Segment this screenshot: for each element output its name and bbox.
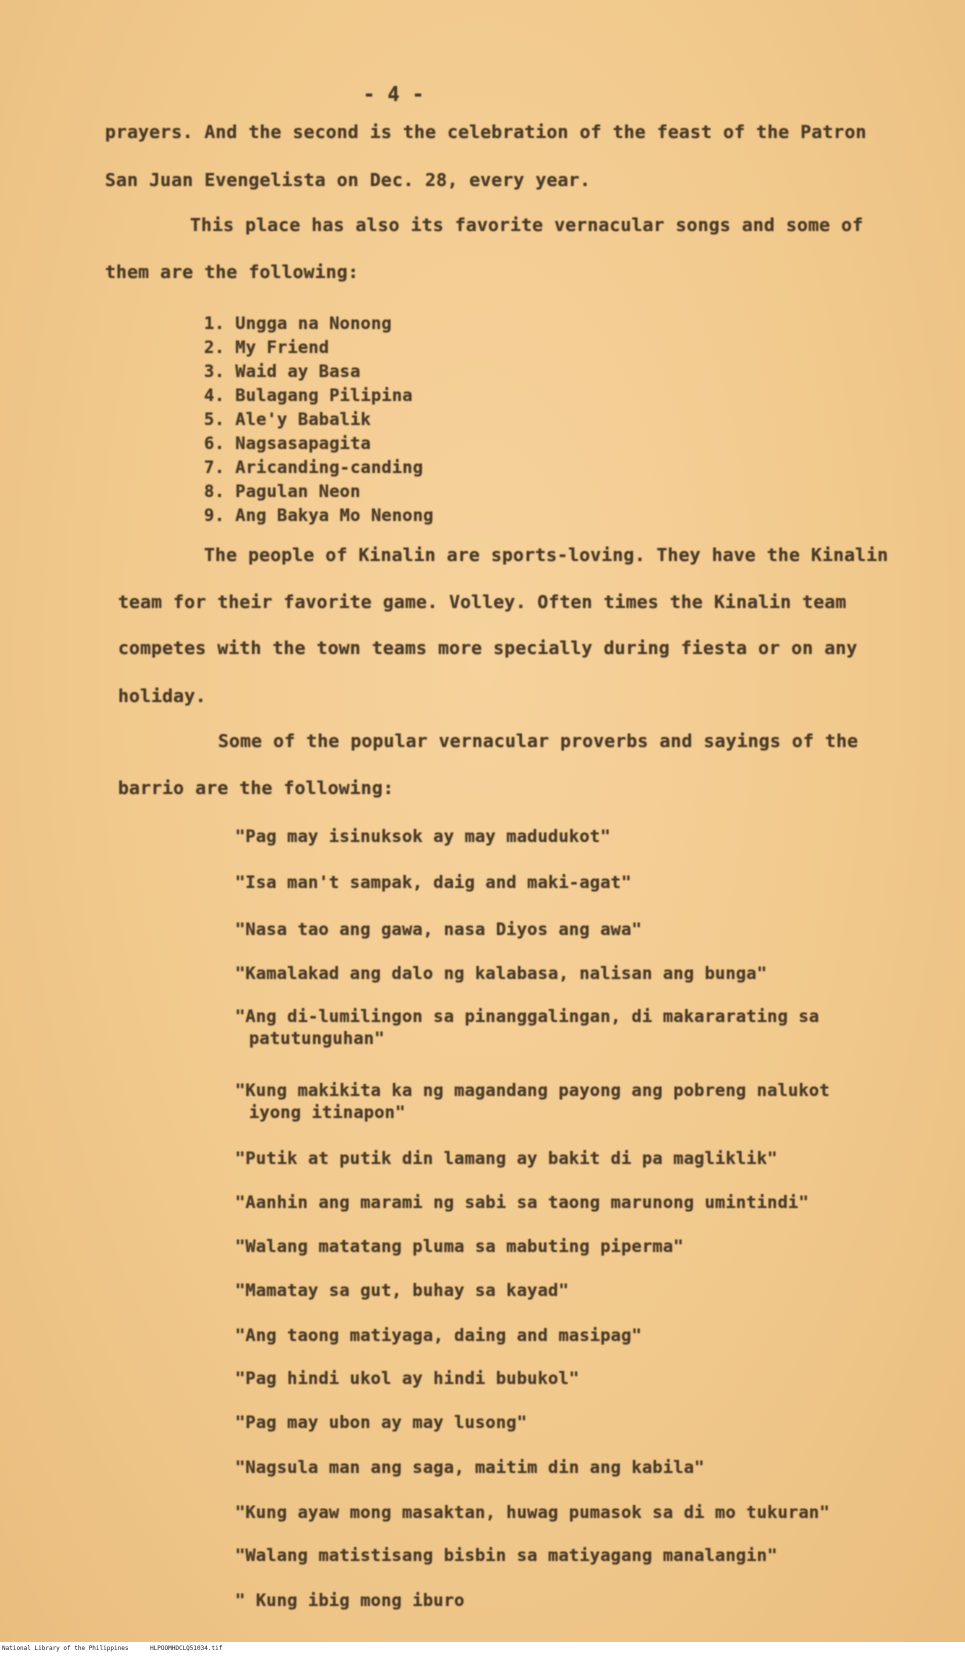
paragraph-line: them are the following:	[105, 262, 359, 283]
footer-source: National Library of the Philippines	[2, 1645, 129, 1652]
list-item: 1. Ungga na Nonong	[204, 314, 392, 334]
footer-filename: HLPOOMHDCLQ51034.tif	[150, 1645, 223, 1652]
proverb: "Kung ayaw mong masaktan, huwag pumasok sa di mo tukuran"	[235, 1503, 830, 1523]
proverb: " Kung ibig mong iburo	[235, 1591, 465, 1611]
proverb: "Nagsula man ang saga, maitim din ang kabila"	[235, 1458, 705, 1478]
paragraph-line: This place has also its favorite vernacular songs and some of	[190, 215, 864, 236]
proverb: "Kung makikita ka ng magandang payong ang pobreng nalukot iyong itinapon"	[235, 1081, 830, 1123]
proverb: "Nasa tao ang gawa, nasa Diyos ang awa"	[235, 920, 642, 940]
proverb: "Kamalakad ang dalo ng kalabasa, nalisan ang bunga"	[235, 964, 768, 984]
list-item: 7. Aricanding-canding	[204, 458, 424, 478]
paragraph-line: competes with the town teams more specially during fiesta or on any	[118, 638, 858, 659]
list-item: 9. Ang Bakya Mo Nenong	[204, 506, 434, 526]
proverb: "Mamatay sa gut, buhay sa kayad"	[235, 1281, 569, 1301]
paragraph-line: barrio are the following:	[118, 778, 394, 799]
proverb: "Ang di-lumilingon sa pinanggalingan, di makararating sa patutunguhan"	[235, 1007, 820, 1049]
proverb: "Walang matistisang bisbin sa matiyagang manalangin"	[235, 1546, 778, 1566]
list-item: 2. My Friend	[204, 338, 330, 358]
scan-footer	[2, 1645, 240, 1652]
page-number: - 4 -	[363, 82, 425, 106]
list-item: 3. Waid ay Basa	[204, 362, 361, 382]
proverb: "Pag hindi ukol ay hindi bubukol"	[235, 1369, 580, 1389]
proverb: "Walang matatang pluma sa mabuting piperma"	[235, 1237, 684, 1257]
proverb: "Ang taong matiyaga, daing and masipag"	[235, 1326, 642, 1346]
proverb: "Isa man't sampak, daig and maki-agat"	[235, 873, 632, 893]
paragraph-line: holiday.	[118, 686, 207, 707]
paragraph-line: Some of the popular vernacular proverbs and sayings of the	[218, 731, 859, 752]
list-item: 4. Bulagang Pilipina	[204, 386, 413, 406]
songs-list	[204, 312, 434, 528]
paragraph-line: The people of Kinalin are sports-loving. They have the Kinalin	[204, 545, 889, 566]
list-item: 6. Nagsasapagita	[204, 434, 371, 454]
proverb: "Aanhin ang marami ng sabi sa taong marunong umintindi"	[235, 1193, 809, 1213]
list-item: 8. Pagulan Neon	[204, 482, 361, 502]
proverb: "Pag may ubon ay may lusong"	[235, 1413, 528, 1433]
paragraph-line: team for their favorite game. Volley. Often times the Kinalin team	[118, 592, 847, 613]
paragraph-line: prayers. And the second is the celebration of the feast of the Patron	[105, 122, 867, 143]
proverb: "Pag may isinuksok ay may madudukot"	[235, 827, 611, 847]
proverb: "Putik at putik din lamang ay bakit di pa magliklik"	[235, 1149, 778, 1169]
list-item: 5. Ale'y Babalik	[204, 410, 371, 430]
paragraph-line: San Juan Evengelista on Dec. 28, every year.	[105, 170, 591, 191]
